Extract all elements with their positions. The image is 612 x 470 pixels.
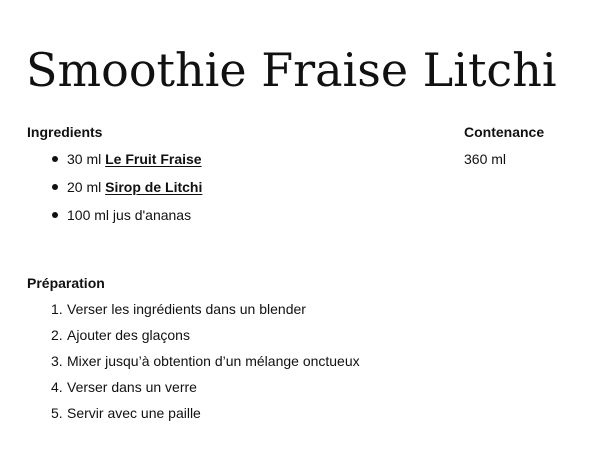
- preparation-step: [48, 404, 360, 430]
- bullet-icon: [52, 156, 58, 162]
- ingredients-heading: Ingredients: [27, 124, 103, 140]
- step-number: 2.: [51, 327, 63, 343]
- ingredient-item: [50, 150, 202, 178]
- ingredient-link-sirop-de-litchi[interactable]: Sirop de Litchi: [105, 179, 203, 195]
- ingredient-quantity: 20 ml: [67, 179, 106, 195]
- step-number: 1.: [51, 301, 63, 317]
- ingredient-item: [50, 206, 202, 234]
- bullet-icon: [52, 184, 58, 190]
- preparation-steps: [48, 300, 360, 430]
- step-number: 3.: [51, 353, 63, 369]
- step-number: 5.: [51, 405, 63, 421]
- contenance-value: 360 ml: [464, 151, 507, 167]
- recipe-title: Smoothie Fraise Litchi: [26, 43, 557, 97]
- bullet-icon: [52, 212, 58, 218]
- ingredient-link-le-fruit-fraise[interactable]: Le Fruit Fraise: [105, 151, 202, 167]
- step-text: Verser les ingrédients dans un blender: [67, 301, 306, 317]
- step-text: Ajouter des glaçons: [67, 327, 190, 343]
- ingredient-quantity: 30 ml: [67, 151, 106, 167]
- preparation-step: [48, 378, 360, 404]
- ingredient-name: jus d'ananas: [112, 207, 192, 223]
- step-text: Mixer jusqu’à obtention d’un mélange onctueux: [67, 353, 360, 369]
- preparation-step: [48, 300, 360, 326]
- preparation-step: [48, 326, 360, 352]
- step-text: Servir avec une paille: [67, 405, 201, 421]
- ingredients-list: [50, 150, 202, 234]
- contenance-heading: Contenance: [464, 124, 545, 140]
- step-number: 4.: [51, 379, 63, 395]
- ingredient-item: [50, 178, 202, 206]
- preparation-step: [48, 352, 360, 378]
- step-text: Verser dans un verre: [67, 379, 197, 395]
- ingredient-quantity: 100 ml: [67, 207, 113, 223]
- preparation-heading: Préparation: [27, 275, 105, 291]
